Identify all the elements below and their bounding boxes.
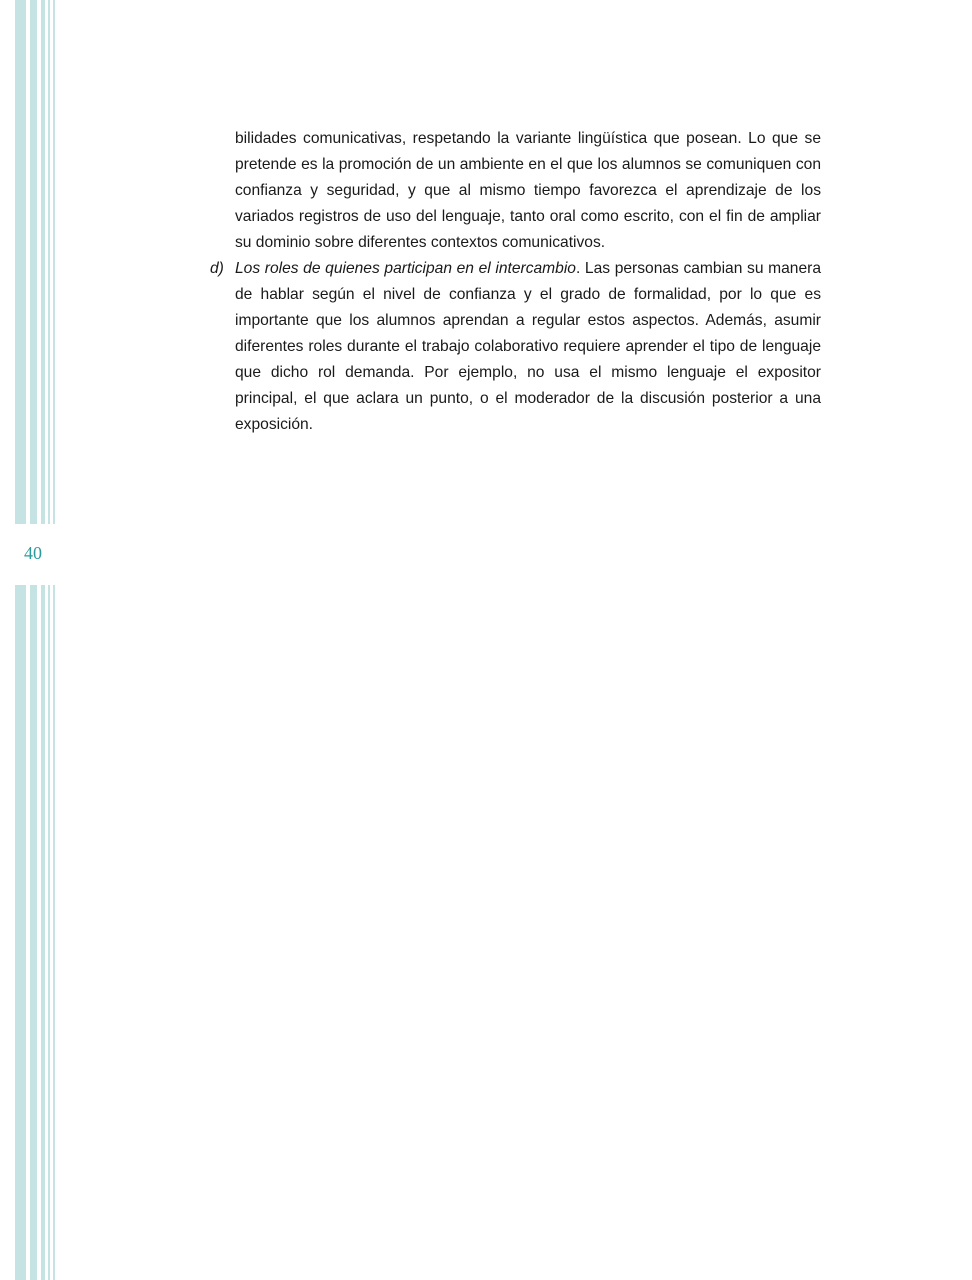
stripe: [48, 585, 50, 1280]
body-text: [210, 126, 821, 438]
stripe: [41, 0, 45, 524]
margin-stripes-bottom: [0, 585, 60, 1280]
list-item-d: [210, 256, 821, 438]
stripe: [48, 0, 50, 524]
stripe: [15, 585, 26, 1280]
list-item-title: Los roles de quienes participan en el intercambio: [235, 260, 576, 277]
continuation-paragraph: bilidades comunicativas, respetando la variante lingüística que posean. Lo que se pretende es la promoción de un ambiente en el que los alumnos se comuniquen con confianza y seguridad, y que al mismo tiempo favorezca el aprendizaje de los variados registros de uso del lenguaje, tanto oral como escrito, con el fin de ampliar su dominio sobre diferentes contextos comunicativos.: [235, 130, 821, 251]
list-marker: d): [210, 260, 224, 277]
stripe: [30, 0, 37, 524]
stripe: [30, 585, 37, 1280]
stripe: [53, 585, 55, 1280]
list-item-body: . Las personas cambian su manera de hablar según el nivel de confianza y el grado de formalidad, por lo que es importante que los alumnos aprendan a regular estos aspectos. Además, asumir diferentes roles durante el trabajo colaborativo requiere aprender el tipo de lenguaje que dicho rol demanda. Por ejemplo, no usa el mismo lenguaje el expositor principal, el que aclara un punto, o el moderador de la discusión posterior a una exposición.: [235, 260, 821, 433]
margin-stripes-top: [0, 0, 60, 524]
stripe: [53, 0, 55, 524]
stripe: [41, 585, 45, 1280]
stripe: [15, 0, 26, 524]
page-number: 40: [24, 543, 42, 563]
